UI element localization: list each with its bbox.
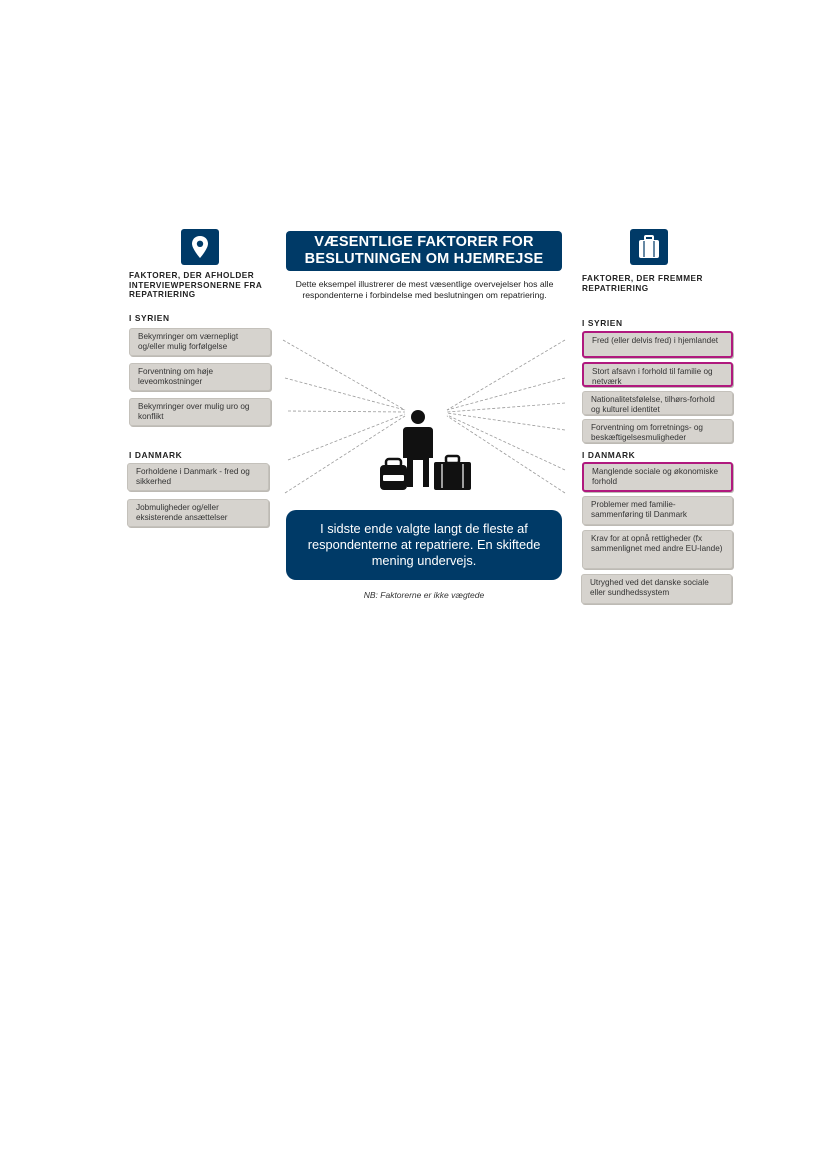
- note-text: NB: Faktorerne er ikke vægtede: [363, 590, 485, 600]
- left-syria-heading: I SYRIEN: [129, 313, 170, 323]
- right-syria-item-2: Stort afsavn i forhold til familie og netværk: [582, 362, 733, 387]
- right-heading: FAKTORER, DER FREMMER REPATRIERING: [582, 274, 703, 293]
- traveler-with-luggage-icon: [378, 408, 474, 492]
- left-heading: FAKTORER, DER AFHOLDER INTERVIEWPERSONERNE FRA REPATRIERING: [129, 271, 262, 299]
- right-denmark-item-2: Problemer med familie-sammenføring til Danmark: [582, 496, 733, 525]
- left-denmark-item-1: Forholdene i Danmark - fred og sikkerhed: [127, 463, 269, 491]
- main-title-line-1: VÆSENTLIGE FAKTORER FOR: [314, 234, 534, 250]
- right-denmark-item-3: Krav for at opnå rettigheder (fx sammenlignet med andre EU-lande): [582, 530, 733, 569]
- left-denmark-item-2: Jobmuligheder og/eller eksisterende ansættelser: [127, 499, 269, 527]
- intro-text: Dette eksempel illustrerer de mest væsentlige overvejelser hos alle respondenterne i forbindelse med beslutningen om repatriering.: [295, 279, 554, 300]
- left-syria-item-1: Bekymringer om værnepligt og/eller mulig forfølgelse: [129, 328, 271, 356]
- left-syria-item-3: Bekymringer over mulig uro og konflikt: [129, 398, 271, 426]
- right-denmark-item-1: Manglende sociale og økonomiske forhold: [582, 462, 733, 492]
- right-syria-item-4: Forventning om forretnings- og beskæftigelsesmuligheder: [582, 419, 733, 443]
- left-denmark-heading: I DANMARK: [129, 450, 183, 460]
- briefcase-icon: [630, 229, 668, 265]
- right-denmark-item-4: Utryghed ved det danske sociale eller sundhedssystem: [581, 574, 732, 604]
- right-syria-heading: I SYRIEN: [582, 318, 623, 328]
- right-syria-item-3: Nationalitetsfølelse, tilhørs-forhold og kulturel identitet: [582, 391, 733, 415]
- right-syria-item-1: Fred (eller delvis fred) i hjemlandet: [582, 331, 733, 358]
- conclusion-box: I sidste ende valgte langt de fleste af respondenterne at repatriere. En skiftede mening undervejs.: [286, 510, 562, 580]
- main-title-line-2: BESLUTNINGEN OM HJEMREJSE: [304, 251, 544, 267]
- right-denmark-heading: I DANMARK: [582, 450, 636, 460]
- left-syria-item-2: Forventning om høje leveomkostninger: [129, 363, 271, 391]
